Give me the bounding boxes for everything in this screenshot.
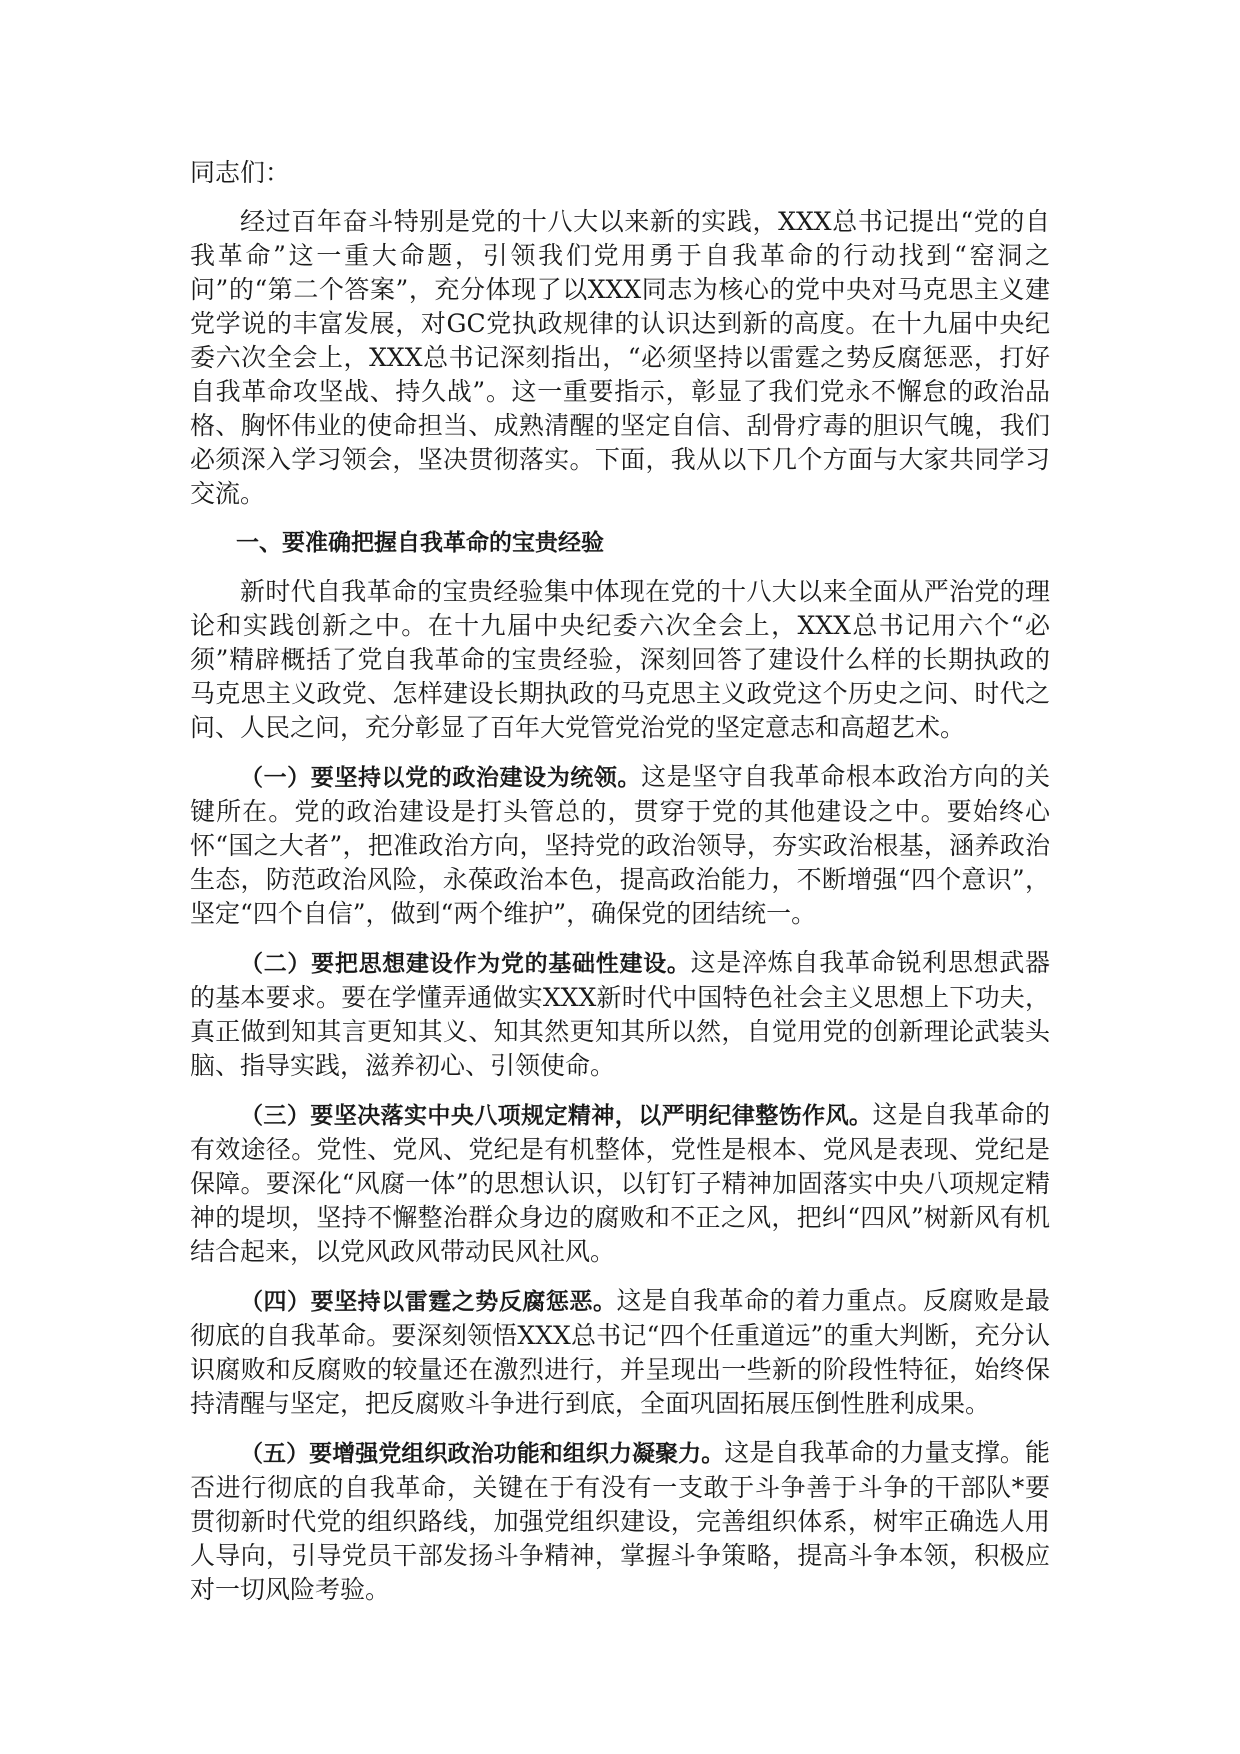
point-text-4: 这是自我革命的着力重点。反腐败是最彻底的自我革命。要深刻领悟XXX总书记“四个任重道远”的重大判断，充分认识腐败和反腐败的较量还在激烈进行，并呈现出一些新的阶段性特征，始终保持清醒与坚定，把反腐败斗争进行到底，全面巩固拓展压倒性胜利成果。 xyxy=(190,1286,1050,1418)
point-text-1: 这是坚守自我革命根本政治方向的关键所在。党的政治建设是打头管总的，贯穿于党的其他建设之中。要始终心怀“国之大者”，把准政治方向，坚持党的政治领导，夯实政治根基，涵养政治生态，防范政治风险，永葆政治本色，提高政治能力，不断增强“四个意识”，坚定“四个自信”，做到“两个维护”，确保党的团结统一。 xyxy=(190,762,1050,928)
point-lead-4: （四）要坚持以雷霆之势反腐惩恶。 xyxy=(240,1289,617,1315)
point-lead-2: （二）要把思想建设作为党的基础性建设。 xyxy=(240,951,691,977)
point-text-2: 这是淬炼自我革命锐利思想武器的基本要求。要在学懂弄通做实XXX新时代中国特色社会主义思想上下功夫，真正做到知其言更知其义、知其然更知其所以然，自觉用党的创新理论武装头脑、指导实践，滋养初心、引领使命。 xyxy=(190,948,1050,1080)
document-body xyxy=(190,156,1050,1622)
point-lead-5: （五）要增强党组织政治功能和组织力凝聚力。 xyxy=(240,1441,725,1467)
intro-paragraph: 经过百年奋斗特别是党的十八大以来新的实践，XXX总书记提出“党的自我革命”这一重大命题，引领我们党用勇于自我革命的行动找到“窑洞之问”的“第二个答案”，充分体现了以XXX同志为核心的党中央对马克思主义建党学说的丰富发展，对GC党执政规律的认识达到新的高度。在十九届中央纪委六次全会上，XXX总书记深刻指出，“必须坚持以雷霆之势反腐惩恶，打好自我革命攻坚战、持久战”。这一重要指示，彰显了我们党永不懈怠的政治品格、胸怀伟业的使命担当、成熟清醒的坚定自信、刮骨疗毒的胆识气魄，我们必须深入学习领会，坚决贯彻落实。下面，我从以下几个方面与大家共同学习交流。 xyxy=(190,207,1050,508)
point-paragraph-4 xyxy=(190,1284,1050,1421)
point-text-3: 这是自我革命的有效途径。党性、党风、党纪是有机整体，党性是根本、党风是表现、党纪是保障。要深化“风腐一体”的思想认识，以钉钉子精神加固落实中央八项规定精神的堤坝，坚持不懈整治群众身边的腐败和不正之风，把纠“四风”树新风有机结合起来，以党风政风带动民风社风。 xyxy=(190,1100,1050,1266)
greeting: 同志们： xyxy=(190,158,291,187)
point-text-5: 这是自我革命的力量支撑。能否进行彻底的自我革命，关键在于有没有一支敢于斗争善于斗争的干部队*要贯彻新时代党的组织路线，加强党组织建设，完善组织体系，树牢正确选人用人导向，引导党员干部发扬斗争精神，掌握斗争策略，提高斗争本领，积极应对一切风险考验。 xyxy=(190,1438,1050,1604)
section-intro-paragraph: 新时代自我革命的宝贵经验集中体现在党的十八大以来全面从严治党的理论和实践创新之中。在十九届中央纪委六次全会上，XXX总书记用六个“必须”精辟概括了党自我革命的宝贵经验，深刻回答了建设什么样的长期执政的马克思主义政党、怎样建设长期执政的马克思主义政党这个历史之问、时代之问、人民之问，充分彰显了百年大党管党治党的坚定意志和高超艺术。 xyxy=(190,577,1050,742)
point-lead-1: （一）要坚持以党的政治建设为统领。 xyxy=(240,765,642,791)
point-lead-3: （三）要坚决落实中央八项规定精神，以严明纪律整饬作风。 xyxy=(240,1103,873,1129)
point-paragraph-1 xyxy=(190,760,1050,931)
point-paragraph-3 xyxy=(190,1098,1050,1269)
point-paragraph-2 xyxy=(190,946,1050,1083)
point-paragraph-5 xyxy=(190,1436,1050,1607)
section-heading: 一、要准确把握自我革命的宝贵经验 xyxy=(236,530,604,556)
